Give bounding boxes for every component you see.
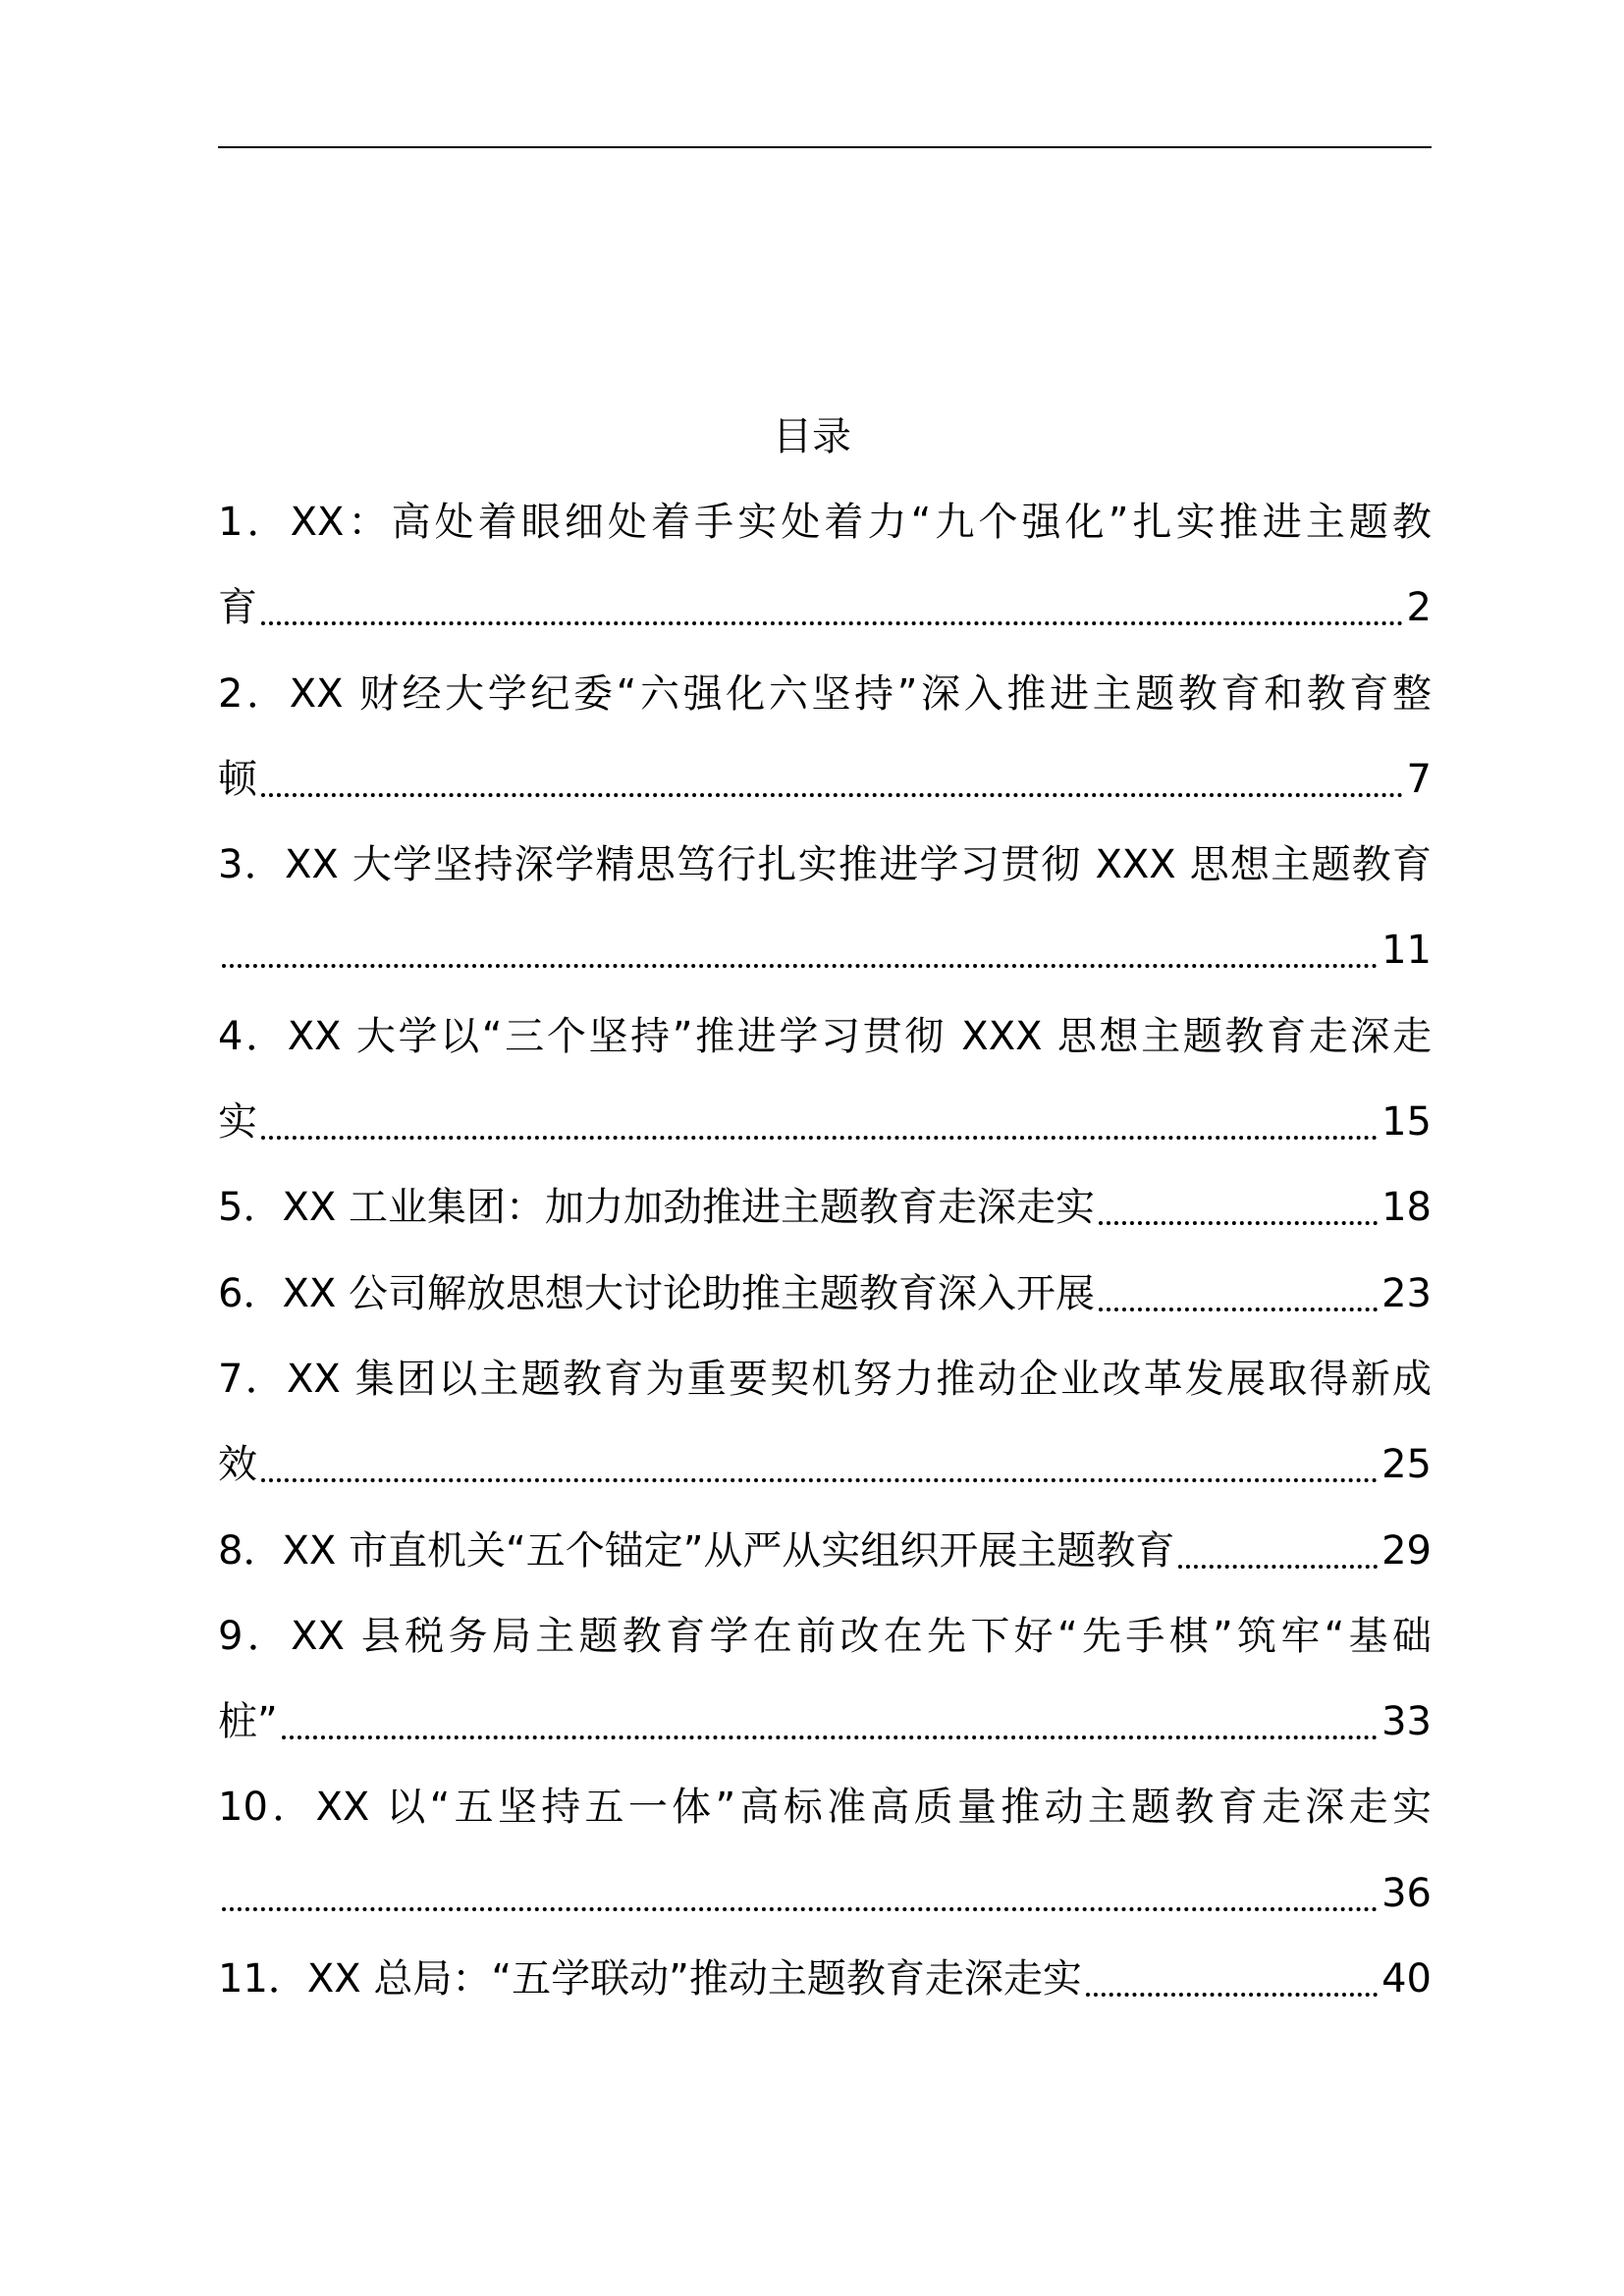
toc-entry-line[interactable] <box>218 1949 1432 2035</box>
toc-entry-page: 7 <box>1406 756 1432 802</box>
toc-entry-title: 6．XX 公司解放思想大讨论助推主题教育深入开展 <box>218 1270 1095 1316</box>
toc-entry-line[interactable] <box>218 1522 1432 1607</box>
toc-entry-title: 1．XX：高处着眼细处着手实处着力“九个强化”扎实推进主题教 <box>218 500 1432 545</box>
toc-entry-title: 8．XX 市直机关“五个锚定”从严从实组织开展主题教育 <box>218 1527 1175 1574</box>
toc-entry-title: 10．XX 以“五坚持五一体”高标准高质量推动主题教育走深走实 <box>218 1785 1432 1831</box>
dot-leader <box>222 921 1378 980</box>
toc-entry-title-continued: 实 <box>218 1099 257 1146</box>
toc-entry-page: 33 <box>1381 1699 1432 1745</box>
dot-leader <box>261 1093 1378 1151</box>
toc-entry-line[interactable] <box>218 1692 1432 1778</box>
toc-entry-page: 18 <box>1381 1185 1432 1231</box>
toc-entry-page: 25 <box>1381 1442 1432 1488</box>
toc-entry-line[interactable] <box>218 578 1432 664</box>
toc-entry-page: 15 <box>1381 1099 1432 1146</box>
toc-entry-title: 9．XX 县税务局主题教育学在前改在先下好“先手棋”筑牢“基础 <box>218 1613 1432 1659</box>
toc-entry-title-continued: 育 <box>218 585 257 631</box>
dot-leader <box>261 1435 1378 1494</box>
dot-leader <box>261 750 1403 809</box>
toc-entry-page: 23 <box>1381 1270 1432 1316</box>
toc-entry-page: 29 <box>1381 1527 1432 1574</box>
toc-title: 目录 <box>773 414 851 459</box>
toc-entry-line[interactable] <box>218 665 1432 750</box>
toc-entry-page: 40 <box>1381 1956 1432 2002</box>
toc-entry-title-continued: 效 <box>218 1442 257 1488</box>
toc-entry-line[interactable] <box>218 1607 1432 1692</box>
toc-entry-line[interactable] <box>218 1093 1432 1178</box>
toc-entry-line[interactable] <box>218 1350 1432 1435</box>
dot-leader <box>1099 1264 1378 1323</box>
toc-entry-page: 36 <box>1381 1870 1432 1916</box>
toc-entry-title-continued: 桩” <box>218 1699 278 1745</box>
toc-entry-line[interactable] <box>218 1864 1432 1949</box>
toc-entry-title: 3．XX 大学坚持深学精思笃行扎实推进学习贯彻 XXX 思想主题教育 <box>218 842 1432 888</box>
header-rule <box>218 146 1432 148</box>
toc-entry-title: 5．XX 工业集团：加力加劲推进主题教育走深走实 <box>218 1185 1095 1231</box>
toc-entry-title: 4．XX 大学以“三个坚持”推进学习贯彻 XXX 思想主题教育走深走 <box>218 1013 1432 1059</box>
table-of-contents <box>218 493 1432 2035</box>
dot-leader <box>222 1864 1378 1923</box>
toc-entry-line[interactable] <box>218 1778 1432 1863</box>
toc-entry-page: 2 <box>1406 585 1432 631</box>
dot-leader <box>1099 1178 1378 1237</box>
toc-entry-title: 2．XX 财经大学纪委“六强化六坚持”深入推进主题教育和教育整 <box>218 670 1432 717</box>
toc-entry-line[interactable] <box>218 1007 1432 1093</box>
toc-entry-line[interactable] <box>218 1435 1432 1521</box>
dot-leader <box>1178 1522 1378 1580</box>
toc-entry-title-continued: 顿 <box>218 756 257 802</box>
toc-entry-line[interactable] <box>218 1264 1432 1350</box>
toc-entry-line[interactable] <box>218 750 1432 835</box>
toc-entry-line[interactable] <box>218 835 1432 921</box>
toc-entry-title: 11．XX 总局：“五学联动”推动主题教育走深走实 <box>218 1956 1082 2002</box>
toc-entry-title: 7．XX 集团以主题教育为重要契机努力推动企业改革发展取得新成 <box>218 1356 1432 1402</box>
dot-leader <box>1086 1949 1378 2008</box>
dot-leader <box>282 1692 1378 1751</box>
toc-entry-line[interactable] <box>218 1178 1432 1263</box>
toc-entry-line[interactable] <box>218 493 1432 578</box>
dot-leader <box>261 578 1403 637</box>
toc-entry-page: 11 <box>1381 928 1432 974</box>
toc-entry-line[interactable] <box>218 921 1432 1006</box>
